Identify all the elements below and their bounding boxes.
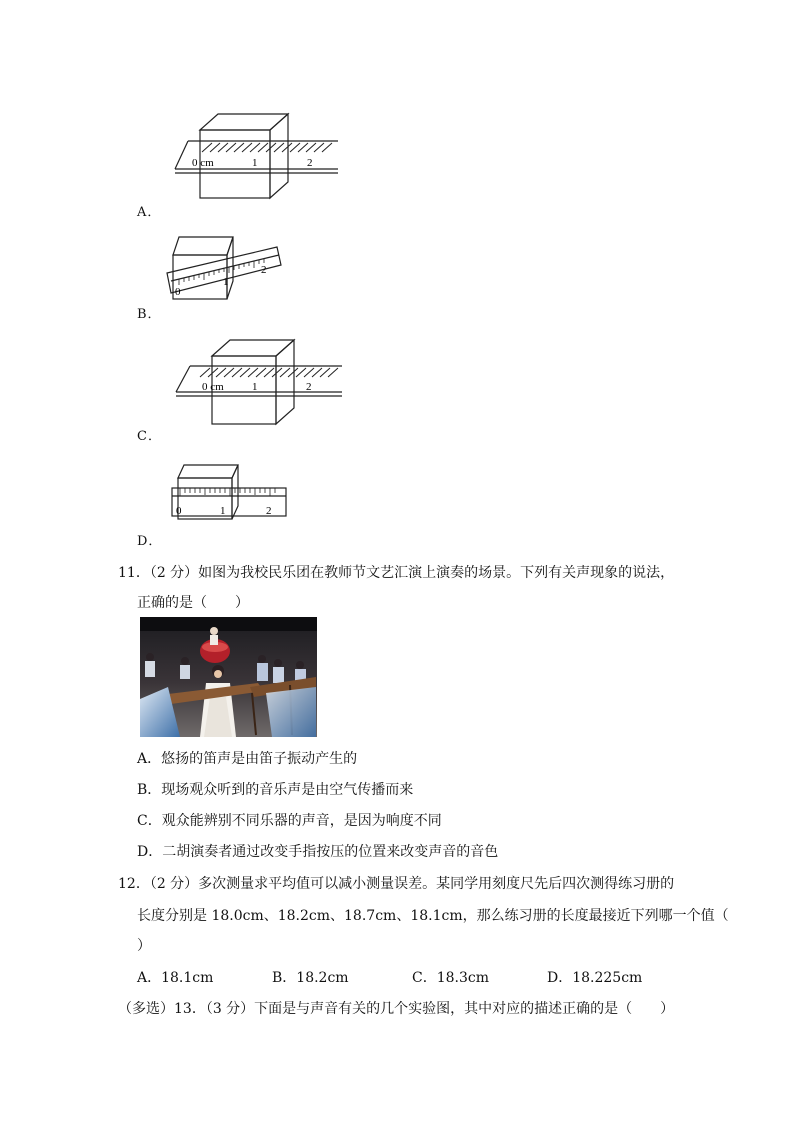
figure-b-tick-2: 2 [261, 264, 267, 276]
figure-d-tick-2: 2 [266, 505, 272, 517]
q12-option-b: B．18.2cm [272, 970, 349, 986]
figure-d-ruler-cube [170, 462, 288, 522]
figure-c-label: C． [137, 429, 162, 444]
figure-a-label: A． [137, 205, 162, 220]
q13-stem: （多选）13．（3 分）下面是与声音有关的几个实验图，其中对应的描述正确的是（ ） [118, 1001, 675, 1017]
figure-a-tick-1: 1 [252, 157, 258, 169]
q12-option-a: A．18.1cm [137, 970, 214, 986]
figure-c-tick-0: 0 cm [202, 381, 224, 393]
q12-option-c: C．18.3cm [412, 970, 489, 986]
q12-stem-line3: ） [137, 938, 151, 954]
q12-stem-line1: 12．（2 分）多次测量求平均值可以减小测量误差。某同学用刻度尺先后四次测得练习册的 [118, 876, 675, 892]
figure-c-tick-2: 2 [306, 381, 312, 393]
q11-option-d: D．二胡演奏者通过改变手指按压的位置来改变声音的音色 [137, 844, 499, 860]
figure-b-label: B． [137, 307, 162, 322]
figure-d-tick-0: 0 [176, 505, 182, 517]
figure-a-ruler-cube [170, 110, 340, 205]
figure-b-tick-1: 1 [223, 276, 229, 288]
figure-c-ruler-cube [172, 336, 347, 428]
q11-option-b: B．现场观众听到的音乐声是由空气传播而来 [137, 782, 414, 798]
figure-b-ruler-cube [165, 233, 285, 303]
orchestra-photo [140, 617, 317, 737]
q11-option-a: A．悠扬的笛声是由笛子振动产生的 [137, 751, 358, 767]
figure-b-tick-0: 0 [175, 286, 181, 298]
q12-stem-line2: 长度分别是 18.0cm、18.2cm、18.7cm、18.1cm，那么练习册的长度最接近下列哪一个值（ [137, 908, 729, 924]
q11-stem-line1: 11．（2 分）如图为我校民乐团在教师节文艺汇演上演奏的场景。下列有关声现象的说法， [118, 565, 675, 581]
q11-stem-line2: 正确的是（ ） [137, 595, 249, 611]
figure-d-label: D． [137, 534, 163, 549]
figure-a-tick-2: 2 [307, 157, 313, 169]
q11-option-c: C．观众能辨别不同乐器的声音，是因为响度不同 [137, 813, 442, 829]
figure-a-tick-0: 0 cm [192, 157, 214, 169]
q12-option-d: D．18.225cm [547, 970, 643, 986]
figure-d-tick-1: 1 [220, 505, 226, 517]
figure-c-tick-1: 1 [252, 381, 258, 393]
